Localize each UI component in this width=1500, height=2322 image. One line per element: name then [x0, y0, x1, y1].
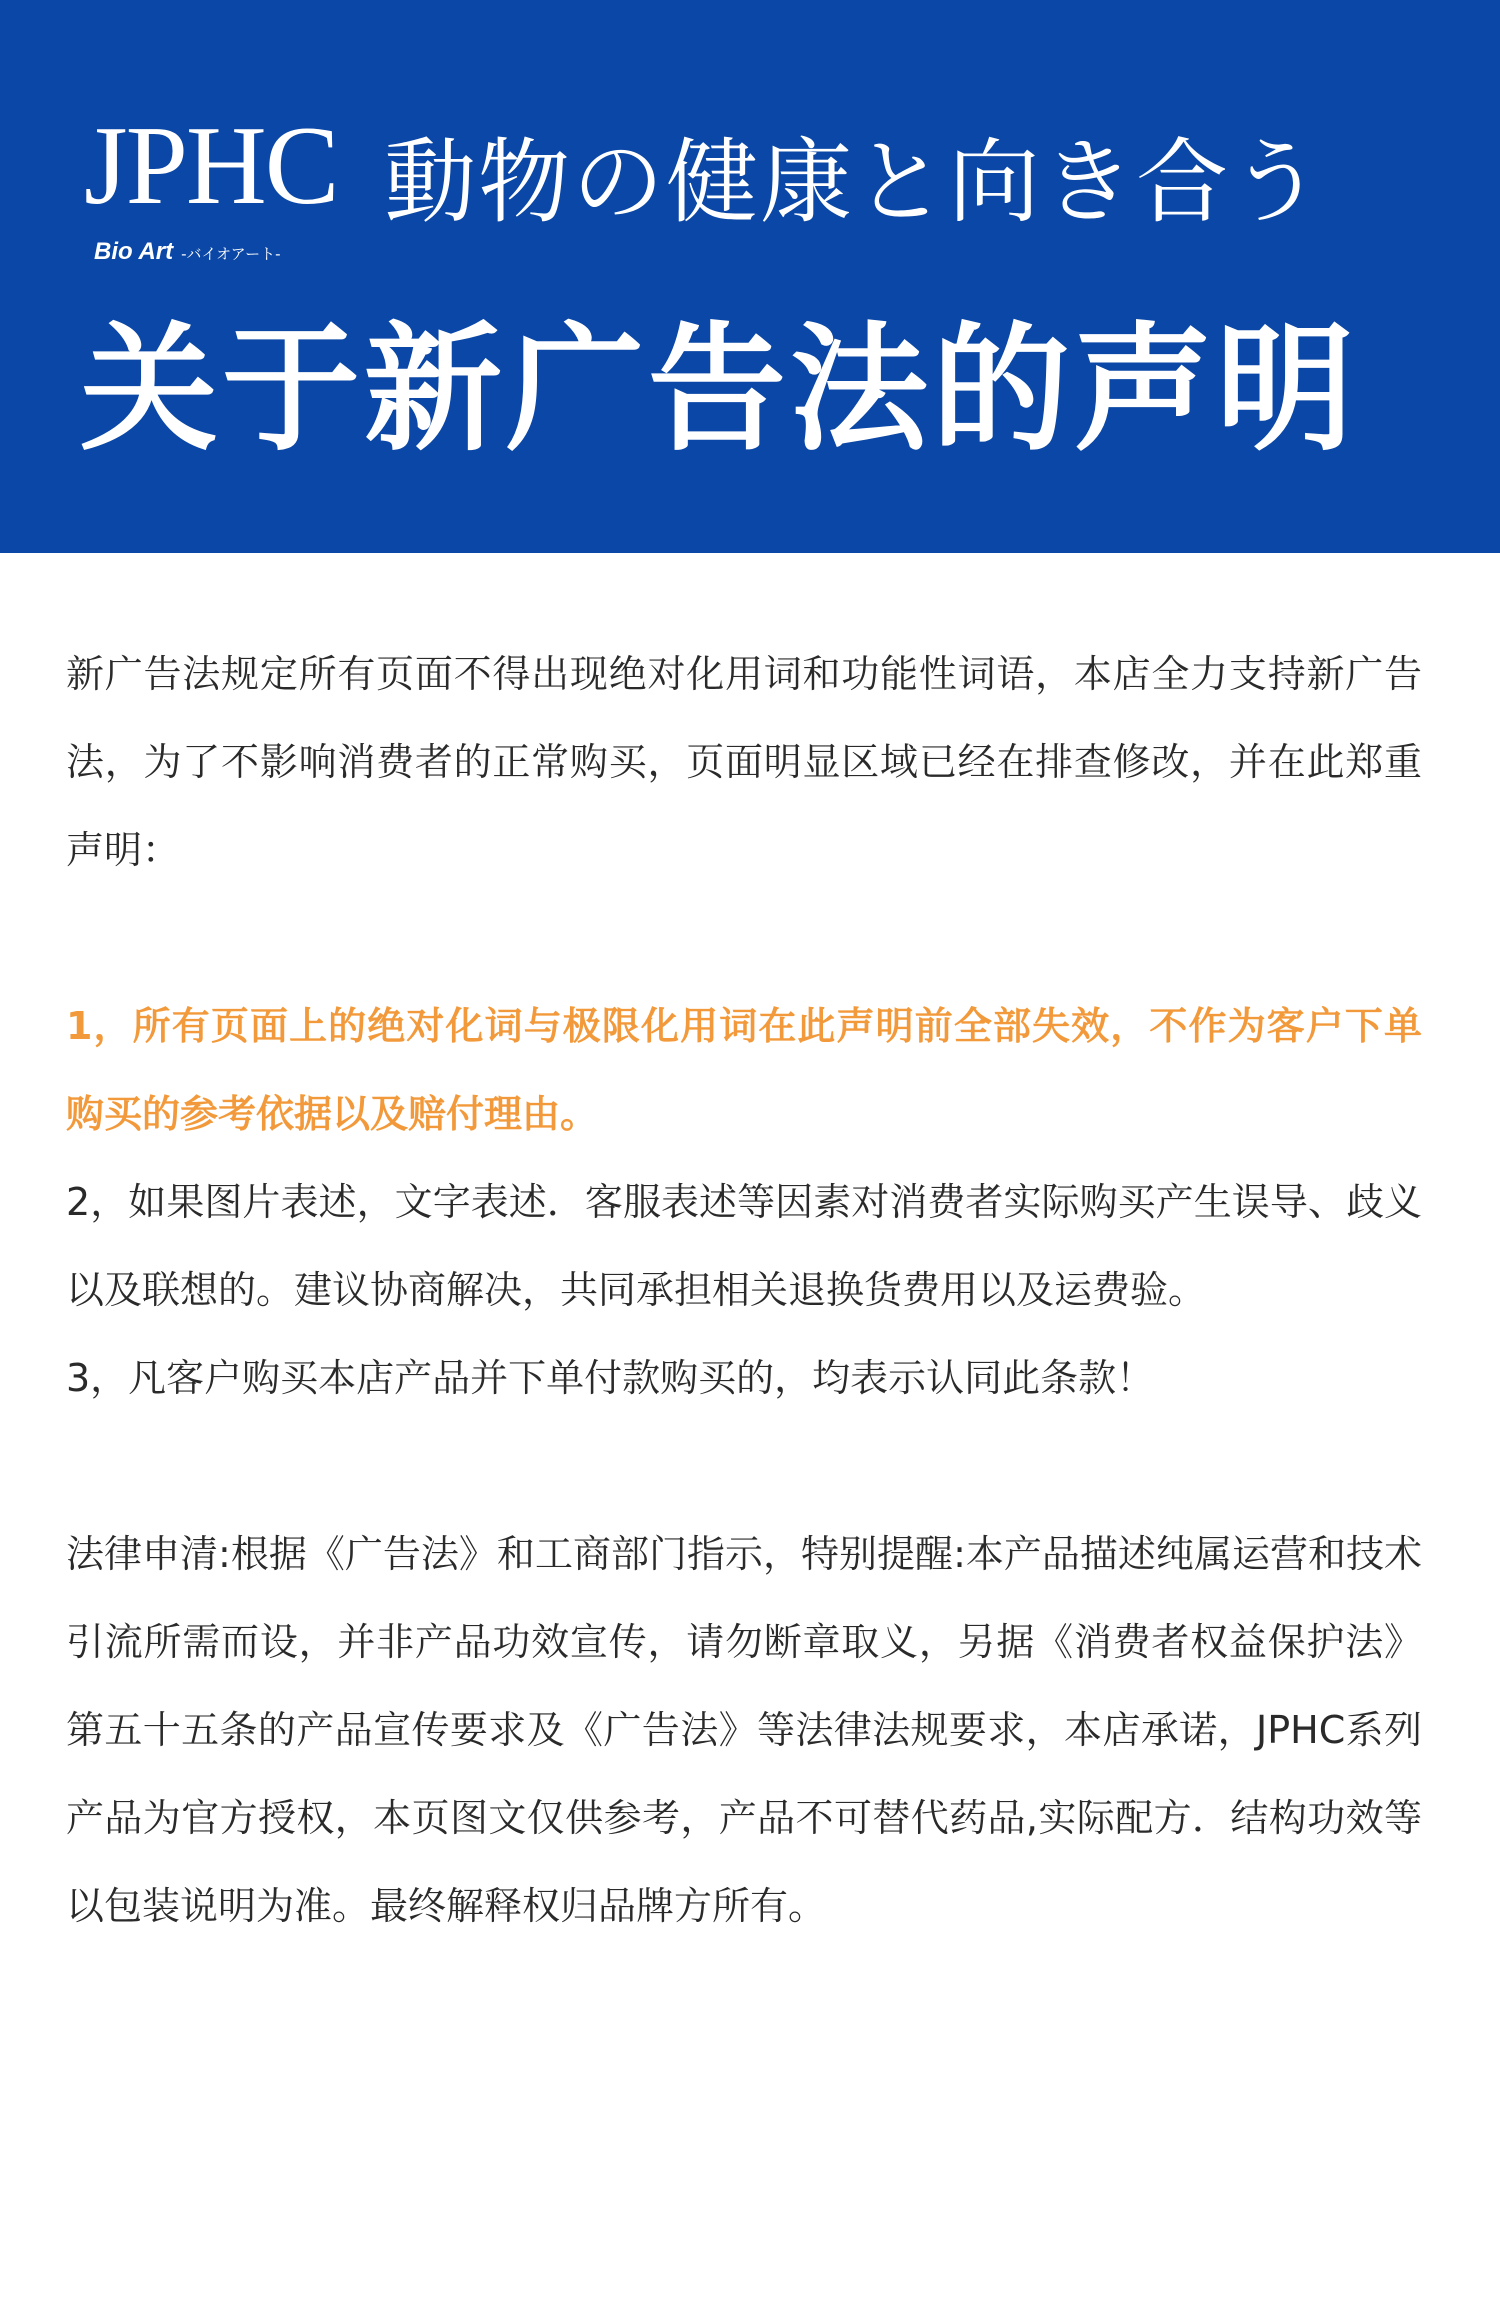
clause-3: 3，凡客户购买本店产品并下单付款购买的，均表示认同此条款！	[66, 1356, 1155, 1400]
logo-subtitle-main: Bio Art	[94, 238, 174, 265]
logo-subtitle	[94, 238, 281, 266]
brand-tagline: 動物の健康と向き合う	[384, 129, 1325, 236]
legal-disclaimer: 法律申清:根据《广告法》和工商部门指示，特别提醒:本产品描述纯属运营和技术引流所需而设，并非产品功效宣传，请勿断章取义，另据《消费者权益保护法》第五十五条的产品宣传要求及《广告法》等法律法规要求，本店承诺，JPHC系列产品为官方授权，本页图文仅供参考，产品不可替代药品,实际配方．结构功效等以包装说明为准。最终解释权归品牌方所有。	[66, 1532, 1422, 1928]
spacer	[66, 894, 1422, 982]
clause-1-highlight: 1，所有页面上的绝对化词与极限化用词在此声明前全部失效，不作为客户下单购买的参考依据以及赔付理由。	[66, 1004, 1422, 1136]
page-title: 关于新广告法的声明	[80, 309, 1359, 470]
brand-logo	[84, 100, 364, 270]
brand-row	[84, 100, 1440, 270]
header-banner	[0, 0, 1500, 553]
logo-subtitle-kana: -バイオアート-	[181, 245, 281, 263]
statement-body	[66, 630, 1422, 1950]
intro-paragraph: 新广告法规定所有页面不得出现绝对化用词和功能性词语，本店全力支持新广告法，为了不影响消费者的正常购买，页面明显区域已经在排查修改，并在此郑重声明：	[66, 652, 1422, 872]
logo-wordmark: JPHC	[84, 104, 338, 228]
clause-2: 2，如果图片表述，文字表述．客服表述等因素对消费者实际购买产生误导、歧义以及联想的。建议协商解决，共同承担相关退换货费用以及运费验。	[66, 1180, 1422, 1312]
spacer	[66, 1422, 1422, 1510]
